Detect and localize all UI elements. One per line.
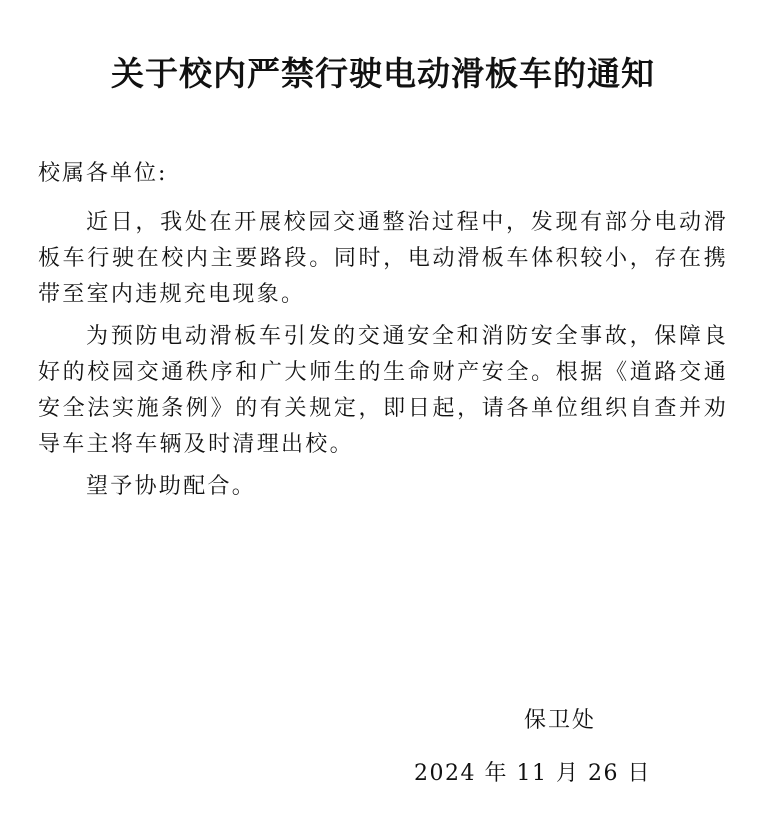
- body-paragraph-2: 为预防电动滑板车引发的交通安全和消防安全事故，保障良好的校园交通秩序和广大师生的生命财产安全。根据《道路交通安全法实施条例》的有关规定，即日起，请各单位组织自查并劝导车主将车辆及时清理出校。: [38, 324, 728, 457]
- body-paragraph-3: 望予协助配合。: [86, 474, 257, 499]
- issue-date: 2024 年 11 月 26 日: [414, 761, 651, 786]
- body-paragraph-1: 近日，我处在开展校园交通整治过程中，发现有部分电动滑板车行驶在校内主要路段。同时，电动滑板车体积较小，存在携带至室内违规充电现象。: [38, 210, 728, 307]
- issuer-signature: 保卫处: [523, 708, 596, 733]
- salutation: 校属各单位:: [38, 161, 168, 186]
- notice-body: [38, 205, 728, 505]
- notice-title: 关于校内严禁行驶电动滑板车的通知: [111, 54, 655, 93]
